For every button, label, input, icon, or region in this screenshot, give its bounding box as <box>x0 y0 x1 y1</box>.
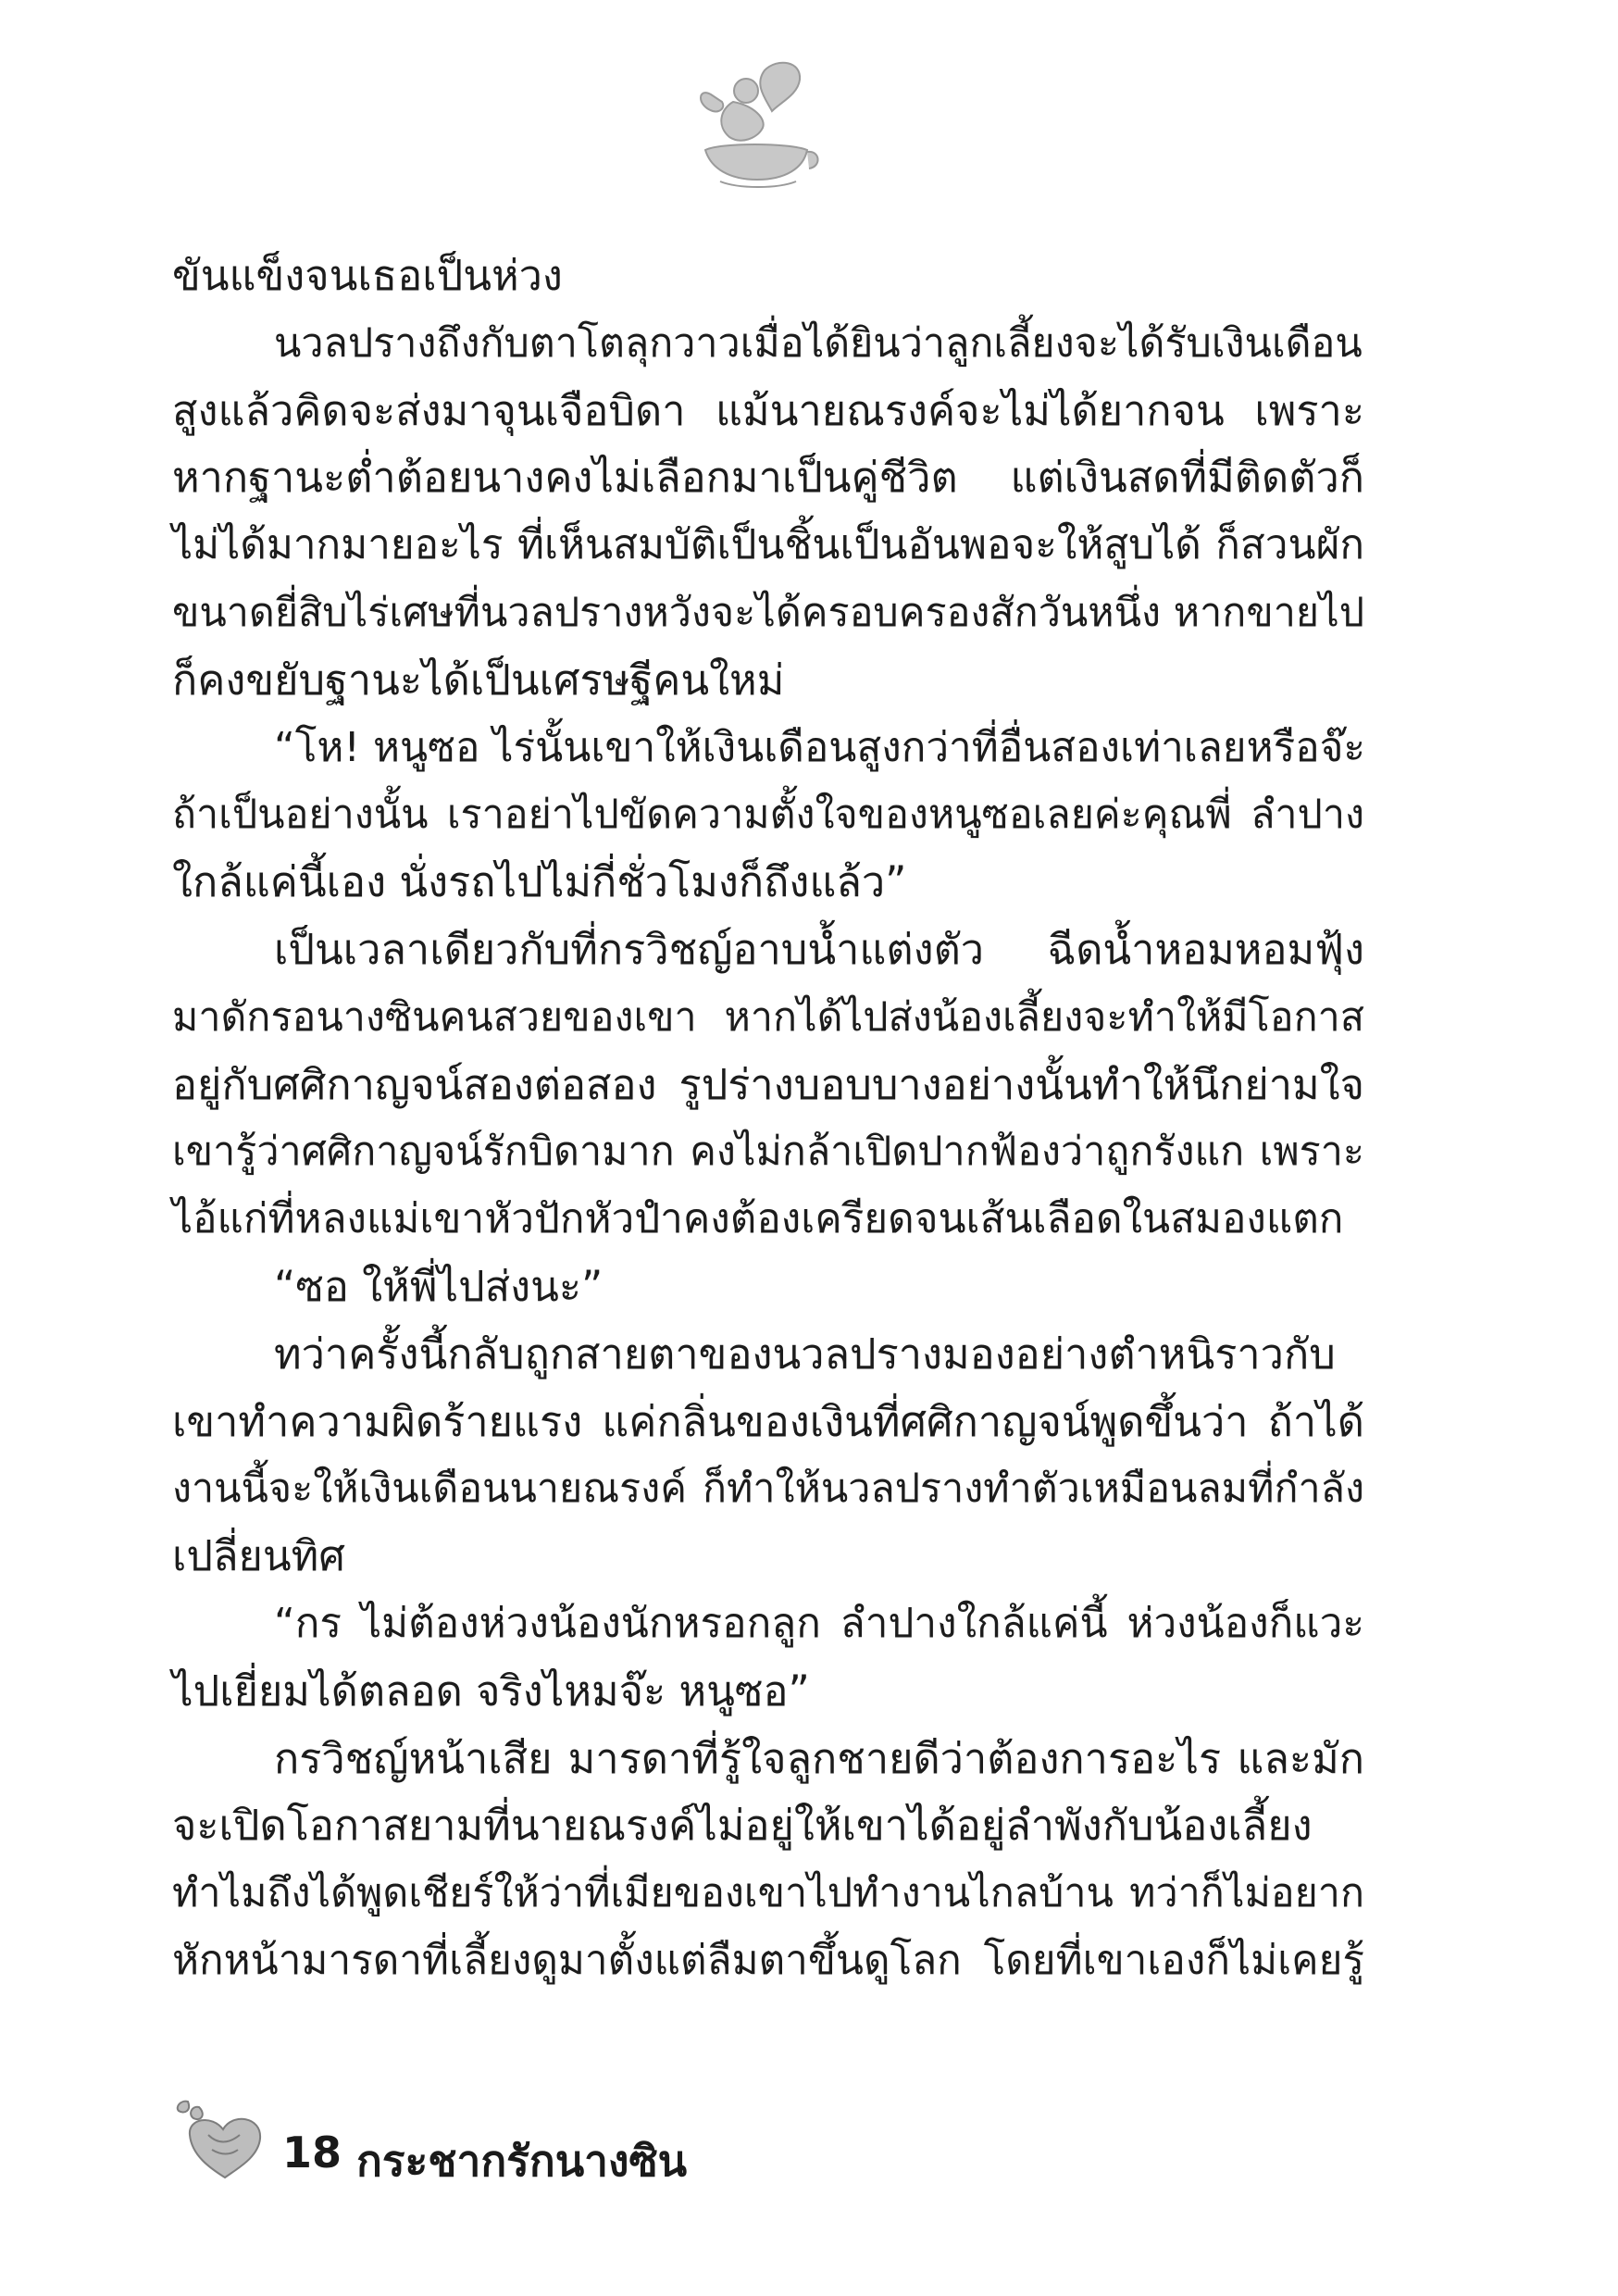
text-line: มาดักรอนางซินคนสวยของเขา หากได้ไปส่งน้องเลี้ยงจะทำให้มีโอกาส <box>172 993 1364 1041</box>
page-number: 18 <box>282 2128 342 2177</box>
heart-flower-icon <box>171 2098 273 2181</box>
body-text <box>172 243 1364 1995</box>
text-line: ขนาดยี่สิบไร่เศษที่นวลปรางหวังจะได้ครอบครองสักวันหนึ่ง หากขายไป <box>172 589 1364 636</box>
text-line: เขาทำความผิดร้ายแรง แค่กลิ่นของเงินที่ศศิกาญจน์พูดขึ้นว่า ถ้าได้ <box>172 1396 1364 1446</box>
book-title: กระชากรักนางซิน <box>356 2136 688 2186</box>
text-line: งานนี้จะให้เงินเดือนนายณรงค์ ก็ทำให้นวลปรางทำตัวเหมือนลมที่กำลัง <box>172 1466 1364 1513</box>
text-line: ไอ้แก่ที่หลงแม่เขาหัวปักหัวปำคงต้องเครียดจนเส้นเลือดในสมองแตก <box>172 1195 1344 1243</box>
text-line: ถ้าเป็นอย่างนั้น เราอย่าไปขัดความตั้งใจของหนูซอเลยค่ะคุณพี่ ลำปาง <box>172 792 1364 839</box>
text-line: ไม่ได้มากมายอะไร ที่เห็นสมบัติเป็นชิ้นเป็นอันพอจะให้สูบได้ ก็สวนผัก <box>172 521 1364 569</box>
text-line: ทำไมถึงได้พูดเชียร์ให้ว่าที่เมียของเขาไปทำงานไกลบ้าน ทว่าก็ไม่อยาก <box>172 1870 1364 1917</box>
text-line: หักหน้ามารดาที่เลี้ยงดูมาตั้งแต่ลืมตาขึ้นดูโลก โดยที่เขาเองก็ไม่เคยรู้ <box>172 1936 1364 1984</box>
cherub-teacup-icon <box>692 54 822 193</box>
text-line: “ซอ ให้พี่ไปส่งนะ” <box>274 1261 604 1311</box>
text-line: นวลปรางถึงกับตาโตลุกวาวเมื่อได้ยินว่าลูกเลี้ยงจะได้รับเงินเดือน <box>274 319 1363 367</box>
text-line: ก็คงขยับฐานะได้เป็นเศรษฐีคนใหม่ <box>172 655 785 705</box>
text-line: จะเปิดโอกาสยามที่นายณรงค์ไม่อยู่ให้เขาได้อยู่ลำพังกับน้องเลี้ยง <box>172 1801 1313 1851</box>
page-footer <box>171 2090 819 2202</box>
text-line: ใกล้แค่นี้เอง นั่งรถไปไม่กี่ชั่วโมงก็ถึงแล้ว” <box>172 857 907 907</box>
text-line: เขารู้ว่าศศิกาญจน์รักบิดามาก คงไม่กล้าเปิดปากฟ้องว่าถูกรังแก เพราะ <box>172 1129 1364 1176</box>
text-line: ทว่าครั้งนี้กลับถูกสายตาของนวลปรางมองอย่างตำหนิราวกับ <box>274 1329 1336 1379</box>
text-line: อยู่กับศศิกาญจน์สองต่อสอง รูปร่างบอบบางอย่างนั้นทำให้นึกย่ามใจ <box>172 1059 1364 1109</box>
text-line: สูงแล้วคิดจะส่งมาจุนเจือบิดา แม้นายณรงค์จะไม่ได้ยากจน เพราะ <box>172 385 1364 435</box>
text-line: กรวิชญ์หน้าเสีย มารดาที่รู้ใจลูกชายดีว่าต้องการอะไร และมัก <box>274 1733 1364 1783</box>
text-line: “โห! หนูซอ ไร่นั้นเขาให้เงินเดือนสูงกว่าที่อื่นสองเท่าเลยหรือจ๊ะ <box>274 723 1366 771</box>
text-line: เป็นเวลาเดียวกับที่กรวิชญ์อาบน้ำแต่งตัว ฉีดน้ำหอมหอมฟุ้ง <box>274 924 1364 974</box>
text-line: ขันแข็งจนเธอเป็นห่วง <box>172 251 563 300</box>
text-line: ไปเยี่ยมได้ตลอด จริงไหมจ๊ะ หนูซอ” <box>172 1666 810 1716</box>
text-line: เปลี่ยนทิศ <box>172 1531 345 1581</box>
text-line: “กร ไม่ต้องห่วงน้องนักหรอกลูก ลำปางใกล้แค่นี้ ห่วงน้องก็แวะ <box>274 1599 1364 1647</box>
text-line: หากฐานะต่ำต้อยนางคงไม่เลือกมาเป็นคู่ชีวิต แต่เงินสดที่มีติดตัวก็ <box>172 453 1364 503</box>
